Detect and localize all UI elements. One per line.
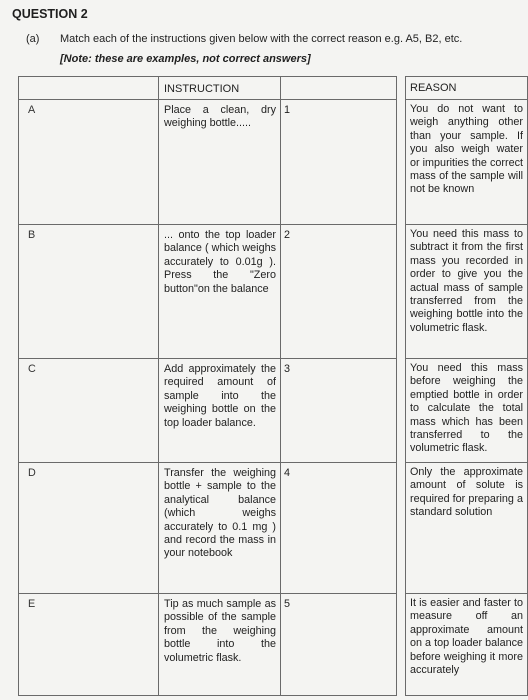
row-number: 1 (281, 100, 397, 225)
header-instruction: INSTRUCTION (164, 83, 240, 95)
header-letter-cell (19, 77, 159, 100)
row-letter: C (19, 359, 159, 463)
row-gap (397, 594, 406, 696)
row-letter: D (19, 463, 159, 594)
row-reason: It is easier and faster to measure off an approximate amount on a top loader balance before weighing it more accurately (406, 594, 528, 696)
row-instruction: ... onto the top loader balance ( which weighs accurately to 0.01g ). Press the "Zero button"on the balance (159, 225, 281, 359)
row-letter: E (19, 594, 159, 696)
instruction-text: Match each of the instructions given below with the correct reason e.g. A5, B2, etc. (60, 33, 463, 45)
header-gap-cell (397, 77, 406, 100)
row-gap (397, 463, 406, 594)
row-gap (397, 225, 406, 359)
row-instruction: Transfer the weighing bottle + sample to the analytical balance (which weighs accurately to 0.1 mg ) and record the mass in your notebook (159, 463, 281, 594)
question-title: QUESTION 2 (12, 7, 88, 21)
table-row (19, 359, 528, 463)
row-gap (397, 100, 406, 225)
row-reason: Only the approximate amount of solute is required for preparing a standard solution (406, 463, 528, 594)
row-number: 5 (281, 594, 397, 696)
row-instruction: Add approximately the required amount of sample into the weighing bottle on the top loader balance. (159, 359, 281, 463)
table-row (19, 225, 528, 359)
row-instruction: Place a clean, dry weighing bottle..... (159, 100, 281, 225)
row-reason: You need this mass to subtract it from the first mass you recorded in order to give you the actual mass of sample transferred from the weighing bottle into the volumetric flask. (406, 225, 528, 359)
note-text: [Note: these are examples, not correct answers] (60, 53, 311, 65)
row-number: 3 (281, 359, 397, 463)
table-header-row (19, 77, 528, 100)
row-letter: B (19, 225, 159, 359)
matching-table (18, 76, 528, 696)
header-reason: REASON (410, 82, 457, 94)
table-row (19, 594, 528, 696)
table-row (19, 463, 528, 594)
row-gap (397, 359, 406, 463)
row-reason: You need this mass before weighing the emptied bottle in order to calculate the total mass which has been transferred to the volumetric flask. (406, 359, 528, 463)
header-reason-cell (406, 77, 528, 100)
row-number: 2 (281, 225, 397, 359)
row-letter: A (19, 100, 159, 225)
header-instruction-cell (159, 77, 281, 100)
table-row (19, 100, 528, 225)
row-reason: You do not want to weigh anything other than your sample. If you also weigh water or impurities the correct mass of the sample will not be known (406, 100, 528, 225)
row-number: 4 (281, 463, 397, 594)
header-number-cell (281, 77, 397, 100)
part-label: (a) (26, 33, 40, 45)
row-instruction: Tip as much sample as possible of the sample from the weighing bottle into the volumetric flask. (159, 594, 281, 696)
